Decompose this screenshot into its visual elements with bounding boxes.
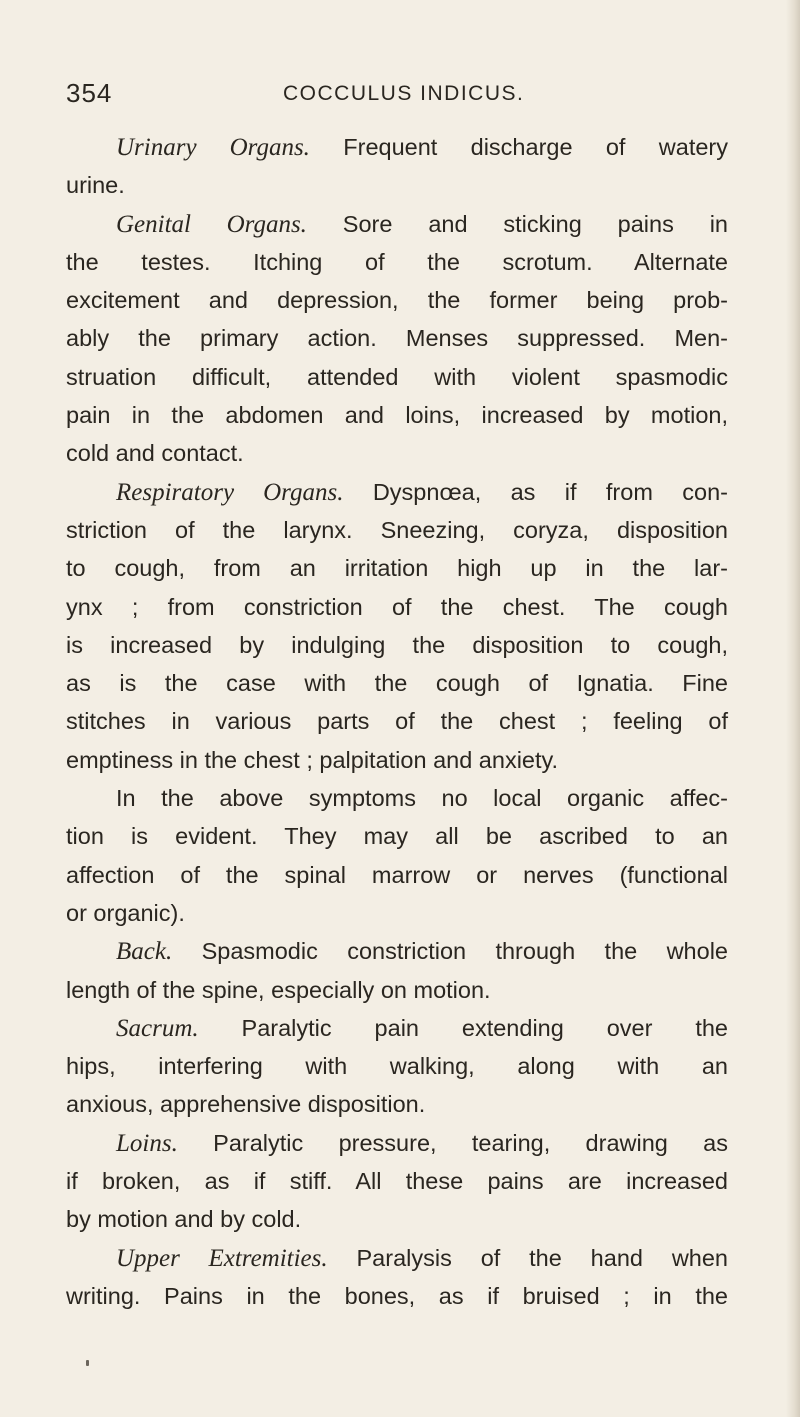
text-line (66, 243, 728, 281)
body-text (66, 128, 728, 1315)
line-text: Paralytic pressure, tearing, drawing as (177, 1129, 728, 1156)
line-text: cold and contact. (66, 440, 244, 467)
text-line (66, 1124, 728, 1162)
line-text: is increased by indulging the disposition to cough, (66, 631, 728, 658)
text-line (66, 396, 728, 434)
page-number: 354 (66, 78, 113, 108)
line-text: Sore and sticking pains in (306, 210, 728, 237)
text-line (66, 205, 728, 243)
section-heading: Sacrum. (116, 1014, 199, 1042)
line-text: struation difficult, attended with violent spasmodic (66, 363, 728, 390)
line-text: anxious, apprehensive disposition. (66, 1091, 426, 1118)
running-title: COCCULUS INDICUS. (283, 82, 525, 105)
line-text: emptiness in the chest ; palpitation and anxiety. (66, 746, 559, 773)
line-text: the testes. Itching of the scrotum. Alternate (66, 248, 728, 275)
line-text: urine. (66, 172, 125, 199)
line-text: tion is evident. They may all be ascribed to an (66, 823, 728, 850)
line-text: ynx ; from constriction of the chest. The cough (66, 593, 728, 620)
text-line (66, 281, 728, 319)
line-text: length of the spine, especially on motion. (66, 976, 491, 1003)
text-line (66, 779, 728, 817)
line-text: if broken, as if stiff. All these pains are increased (66, 1168, 728, 1195)
line-text: ably the primary action. Menses suppressed. Men- (66, 325, 728, 352)
print-speck (86, 1360, 89, 1366)
text-line (66, 319, 728, 357)
line-text: excitement and depression, the former being prob- (66, 287, 728, 314)
text-line (66, 588, 728, 626)
line-text: Dyspnœa, as if from con- (343, 478, 728, 505)
line-text: or organic). (66, 899, 185, 926)
text-line (66, 1200, 728, 1238)
page-header (0, 78, 800, 108)
text-line (66, 626, 728, 664)
section-heading: Upper Extremities. (116, 1244, 328, 1272)
text-line (66, 1277, 728, 1315)
page-edge-shadow (786, 0, 800, 1417)
text-line (66, 128, 728, 166)
text-line (66, 434, 728, 472)
line-text: Paralytic pain extending over the (198, 1014, 728, 1041)
section-heading: Urinary Organs. (116, 134, 310, 161)
text-line (66, 511, 728, 549)
text-line (66, 702, 728, 740)
text-line (66, 664, 728, 702)
line-text: to cough, from an irritation high up in the lar- (66, 555, 728, 582)
text-line (66, 971, 728, 1009)
line-text: Frequent discharge of watery (309, 134, 728, 160)
line-text: striction of the larynx. Sneezing, coryza, disposition (66, 516, 728, 543)
text-line (66, 741, 728, 779)
line-text: Spasmodic constriction through the whole (172, 938, 728, 965)
text-line (66, 549, 728, 587)
text-line (66, 1239, 728, 1277)
text-line (66, 358, 728, 396)
text-line (66, 894, 728, 932)
text-line (66, 166, 728, 204)
section-heading: Back. (116, 938, 173, 966)
text-line (66, 856, 728, 894)
line-text: stitches in various parts of the chest ; feeling of (66, 708, 728, 735)
text-line (66, 1047, 728, 1085)
section-heading: Genital Organs. (116, 210, 307, 238)
line-text: Paralysis of the hand when (327, 1244, 728, 1271)
section-heading: Loins. (116, 1129, 178, 1157)
line-text: hips, interfering with walking, along with an (66, 1053, 728, 1080)
text-line (66, 817, 728, 855)
text-line (66, 473, 728, 511)
line-text: pain in the abdomen and loins, increased by motion, (66, 402, 728, 429)
line-text: writing. Pains in the bones, as if bruised ; in the (66, 1282, 728, 1309)
section-heading: Respiratory Organs. (116, 478, 344, 506)
line-text: affection of the spinal marrow or nerves (functional (66, 861, 728, 888)
line-text: In the above symptoms no local organic affec- (116, 785, 728, 812)
text-line (66, 1009, 728, 1047)
text-line (66, 1085, 728, 1123)
text-line (66, 932, 728, 970)
line-text: as is the case with the cough of Ignatia. Fine (66, 670, 728, 697)
text-line (66, 1162, 728, 1200)
line-text: by motion and by cold. (66, 1206, 302, 1233)
